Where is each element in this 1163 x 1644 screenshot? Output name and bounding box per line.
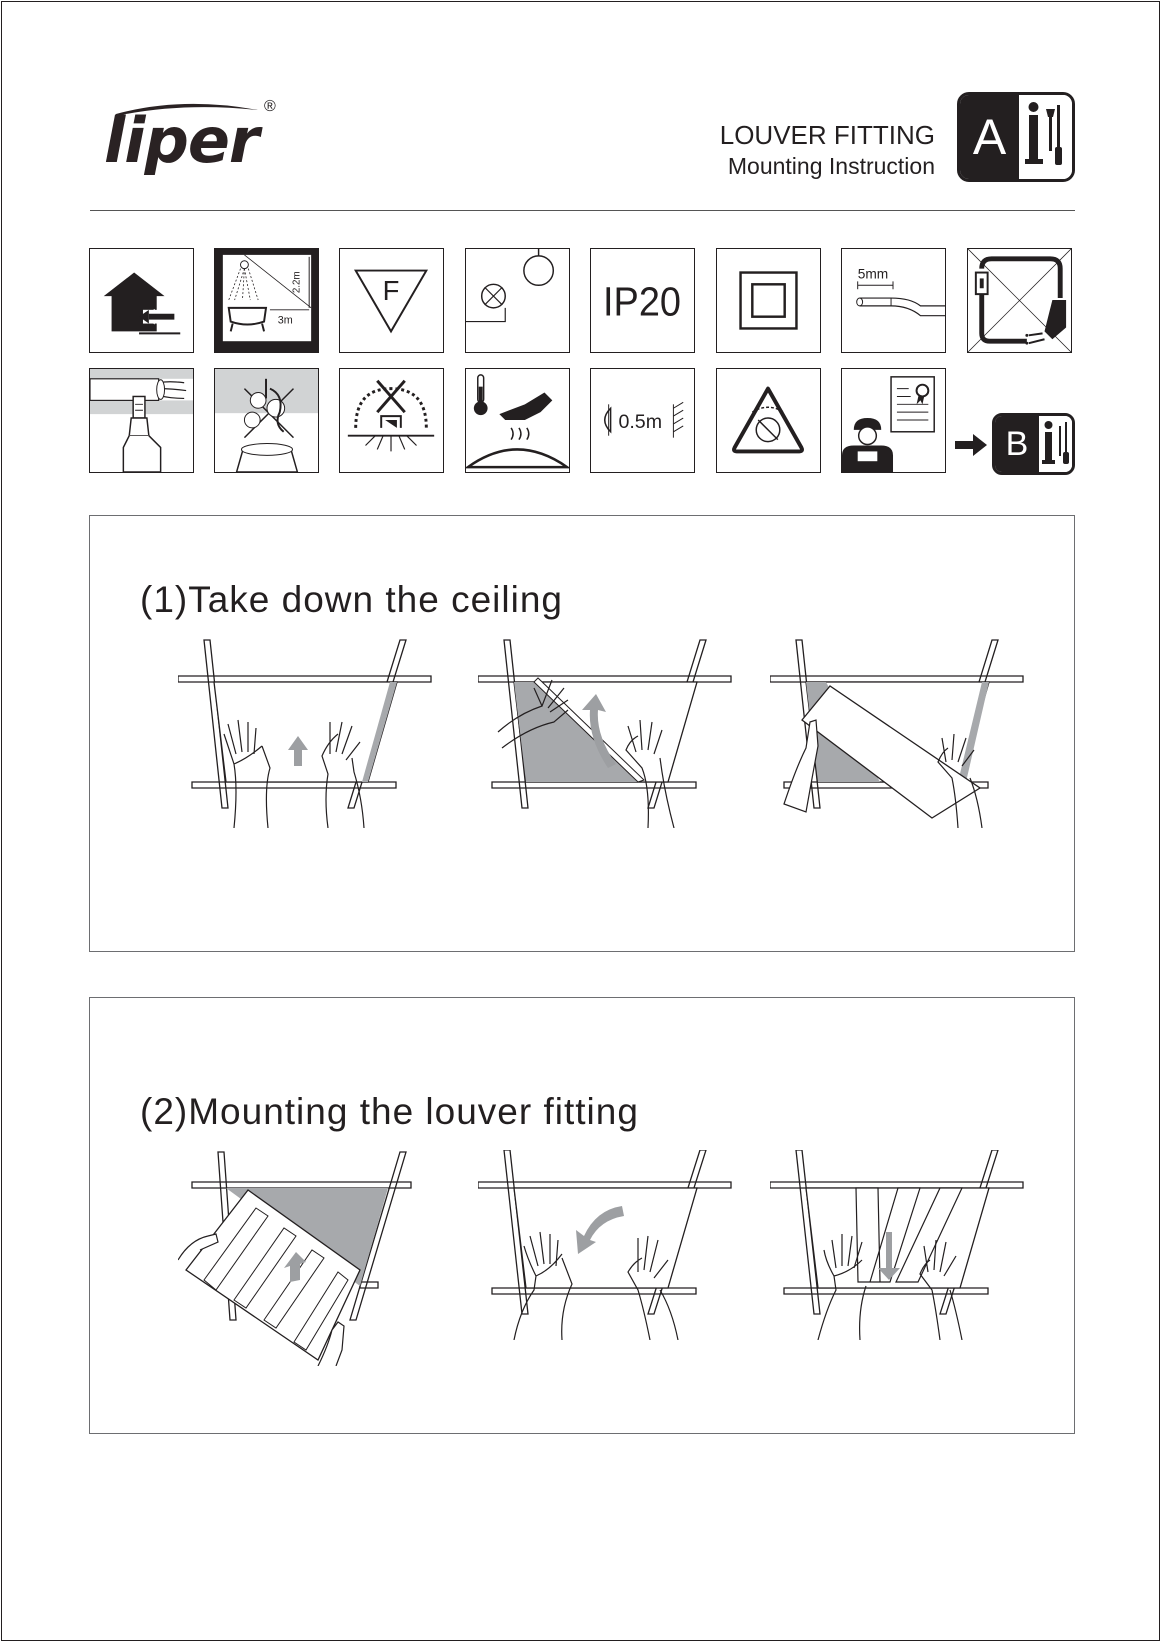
qualified-electrician-icon xyxy=(841,368,946,473)
instruction-badge-a xyxy=(957,92,1075,182)
f-mark-label: F xyxy=(382,275,400,307)
instruction-badge-b xyxy=(992,413,1075,475)
step-1-panel-1 xyxy=(178,638,446,828)
step-1-title: (1)Take down the ceiling xyxy=(140,579,563,620)
step-2-panel-3 xyxy=(770,1150,1038,1340)
step-1-section xyxy=(89,515,1075,952)
info-tools-icon xyxy=(1019,95,1072,179)
min-distance-icon xyxy=(590,368,695,473)
next-arrow-icon xyxy=(955,434,987,456)
step-2-title: (2)Mounting the louver fitting xyxy=(140,1091,639,1132)
no-decoration-icon xyxy=(214,368,319,473)
ceiling-wiring-icon xyxy=(89,368,194,473)
zone-height-label: 2.2m xyxy=(291,271,303,294)
hot-surface-icon xyxy=(465,368,570,473)
badge-letter: A xyxy=(960,95,1019,179)
strip-wire-icon xyxy=(841,248,946,353)
registered-mark: ® xyxy=(264,98,276,115)
indoor-use-icon xyxy=(89,248,194,353)
header-divider xyxy=(90,210,1075,211)
f-mark-icon xyxy=(339,248,444,353)
document-subtitle: Mounting Instruction xyxy=(727,153,935,179)
step-1-panel-3 xyxy=(770,638,1038,828)
zone-width-label: 3m xyxy=(277,314,293,327)
ip-rating-label: IP20 xyxy=(603,279,681,326)
step-1-panel-2 xyxy=(478,638,746,828)
not-recessed-icon xyxy=(465,248,570,353)
info-tools-small-icon xyxy=(1039,416,1072,472)
step-2-section xyxy=(89,997,1075,1434)
strip-length-label: 5mm xyxy=(857,266,889,282)
logo-text: liper xyxy=(104,104,259,177)
ip-rating-icon xyxy=(590,248,695,353)
step-2-panel-1 xyxy=(178,1150,446,1366)
document-title: LOUVER FITTING xyxy=(719,120,935,150)
thermal-warning-icon xyxy=(716,368,821,473)
badge-b-letter: B xyxy=(995,416,1039,472)
disconnect-power-icon xyxy=(967,248,1072,353)
step-2-panel-2 xyxy=(478,1150,746,1340)
class-ii-icon xyxy=(716,248,821,353)
no-cover-icon xyxy=(339,368,444,473)
bathroom-zone-icon xyxy=(214,248,319,353)
distance-label: 0.5m xyxy=(618,410,663,433)
brand-logo xyxy=(104,98,294,184)
